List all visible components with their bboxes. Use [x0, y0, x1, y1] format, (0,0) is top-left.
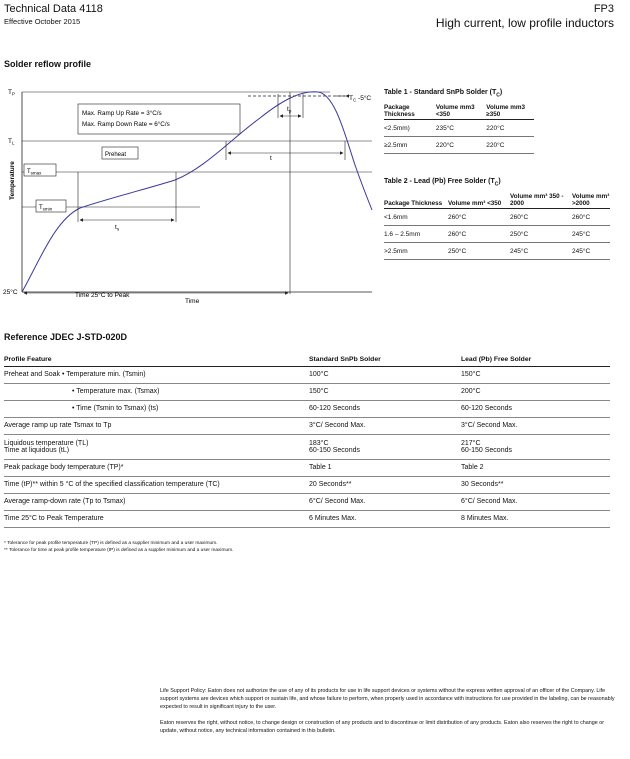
t1-header: Volume mm3 <350 [435, 104, 475, 118]
table-row: • Time (Tsmin to Tsmax) (ts) 60-120 Seconds 60-120 Seconds [4, 400, 610, 417]
svg-text:TP [8, 89, 15, 97]
table2-pbfree [384, 193, 610, 260]
table1-title: Table 1 - Standard SnPb Solder $(T_C)$ [384, 89, 503, 99]
ts-sub: s [116, 226, 120, 232]
table-row: Average ramp up rate Tsmax to Tp 3°C/ Second Max. 3°C/ Second Max. [4, 417, 610, 434]
ramp-up-label: Max. Ramp Up Rate = 3°C/s [82, 110, 162, 117]
svg-text:TC -5°C [349, 94, 371, 103]
ts-label: t [115, 224, 117, 231]
t1-header: Volume mm3 ≥350 [486, 104, 525, 118]
x-axis-label: Time [185, 298, 200, 305]
preheat-label: Preheat [105, 152, 127, 158]
table-row: Peak package body temperature (TP)* Table 1 Table 2 [4, 459, 610, 476]
t2-header: Volume mm³ >2000 [572, 193, 610, 207]
svg-text:Tsmax [27, 169, 42, 176]
t1-header: Package Thickness [384, 104, 415, 118]
table-row: Liquidous temperature (TL) Time at liquidous (tL) 183°C 60-150 Seconds 217°C 60-150 Seconds [4, 434, 610, 459]
tl-axis-sub: L [11, 140, 15, 146]
tc-suffix: -5°C [356, 95, 372, 102]
product-code: FP3 [593, 3, 614, 15]
tc-sub: C [352, 97, 357, 103]
tc-label: T [349, 95, 353, 102]
tp-axis-sub: P [11, 91, 15, 97]
t25-label: 25°C [3, 289, 18, 296]
rights-notice: Eaton reserves the right, without notice, to change design or construction of any products and to discontinue or limit distribution of any products. Eaton also reserves the right to change or update, without notice, any technical information contained in this bulletin. [160, 720, 605, 734]
ref-header: Standard SnPb Solder [309, 355, 381, 363]
table-row: Time (tP)** within 5 °C of the specified classification temperature (TC) 20 Seconds** 30 Seconds** [4, 476, 610, 493]
t2-header: Volume mm³ 350 - 2000 [510, 193, 564, 207]
table-row: <2.5mm) 235°C 220°C [384, 120, 534, 137]
t2-header: Package Thickness [384, 199, 443, 207]
life-support-policy: Life Support Policy: Eaton does not authorize the use of any of its products for use in life support devices or systems without the express written approval of an officer of the Company. Life support systems are devices which support or sustain life, and whose failure to perform, when properly used in accordance with instructions for use provided in the labeling, can be reasonably expected to result in significant injury to the user. [160, 688, 615, 710]
y-axis-label: Temperature [9, 161, 16, 200]
tl-axis-label: T [8, 138, 12, 145]
svg-text:Tsmin [39, 205, 53, 212]
time-to-peak-label: Time 25°C to Peak [75, 292, 130, 299]
ramp-down-label: Max. Ramp Down Rate = 6°C/s [82, 121, 170, 128]
effective-date: Effective October 2015 [4, 17, 81, 26]
svg-text:tp [287, 106, 292, 114]
t-label: t [270, 155, 272, 162]
tp-time-sub: p [288, 108, 292, 114]
svg-text:TL [8, 138, 15, 146]
table-row: >2.5mm 250°C 245°C 245°C [384, 243, 610, 260]
table1-snpb [384, 104, 534, 154]
reflow-profile-diagram [0, 80, 380, 310]
table-row: Time 25°C to Peak Temperature 6 Minutes Max. 8 Minutes Max. [4, 510, 610, 527]
footnote-time-tolerance: ** Tolerance for time at peak profile temperature (tP) is defined as a supplier minimum and a user maximum. [4, 548, 234, 553]
doc-type-title: Technical Data 4118 [4, 3, 103, 15]
ref-header: Lead (Pb) Free Solder [461, 355, 532, 363]
product-subtitle: High current, low profile inductors [435, 16, 614, 30]
table-row: • Temperature max. (Tsmax) 150°C 200°C [4, 383, 610, 400]
tsmin-sub: smin [42, 206, 53, 212]
table-row: ≥2.5mm 220°C 220°C [384, 137, 534, 154]
ramp-rate-box [78, 104, 240, 134]
solder-reflow-title: Solder reflow profile [4, 59, 92, 69]
footnote-peak-tolerance: * Tolerance for peak profile temperature (TP) is defined as a supplier minimum and a user maximum. [4, 541, 218, 546]
reference-title: Reference JDEC J-STD-020D [4, 332, 128, 342]
table-row: <1.6mm 260°C 260°C 260°C [384, 209, 610, 226]
tp-axis-label: T [8, 89, 12, 96]
table-row: 1.6 – 2.5mm 260°C 250°C 245°C [384, 226, 610, 243]
tsmax-sub: smax [30, 170, 42, 176]
tsmax-label: T [27, 169, 31, 175]
table2-title: Table 2 - Lead (Pb) Free Solder $(T_C)$ [384, 178, 501, 188]
reference-table [4, 353, 610, 528]
tsmin-label: T [39, 205, 43, 211]
svg-text:ts [115, 224, 120, 232]
tp-time-label: t [287, 106, 289, 113]
ref-header: Profile Feature [4, 355, 52, 363]
table-row: Average ramp-down rate (Tp to Tsmax) 6°C/ Second Max. 6°C/ Second Max. [4, 493, 610, 510]
table-row: Preheat and Soak • Temperature min. (Tsmin) 100°C 150°C [4, 366, 610, 383]
t2-header: Volume mm³ <350 [448, 199, 502, 207]
